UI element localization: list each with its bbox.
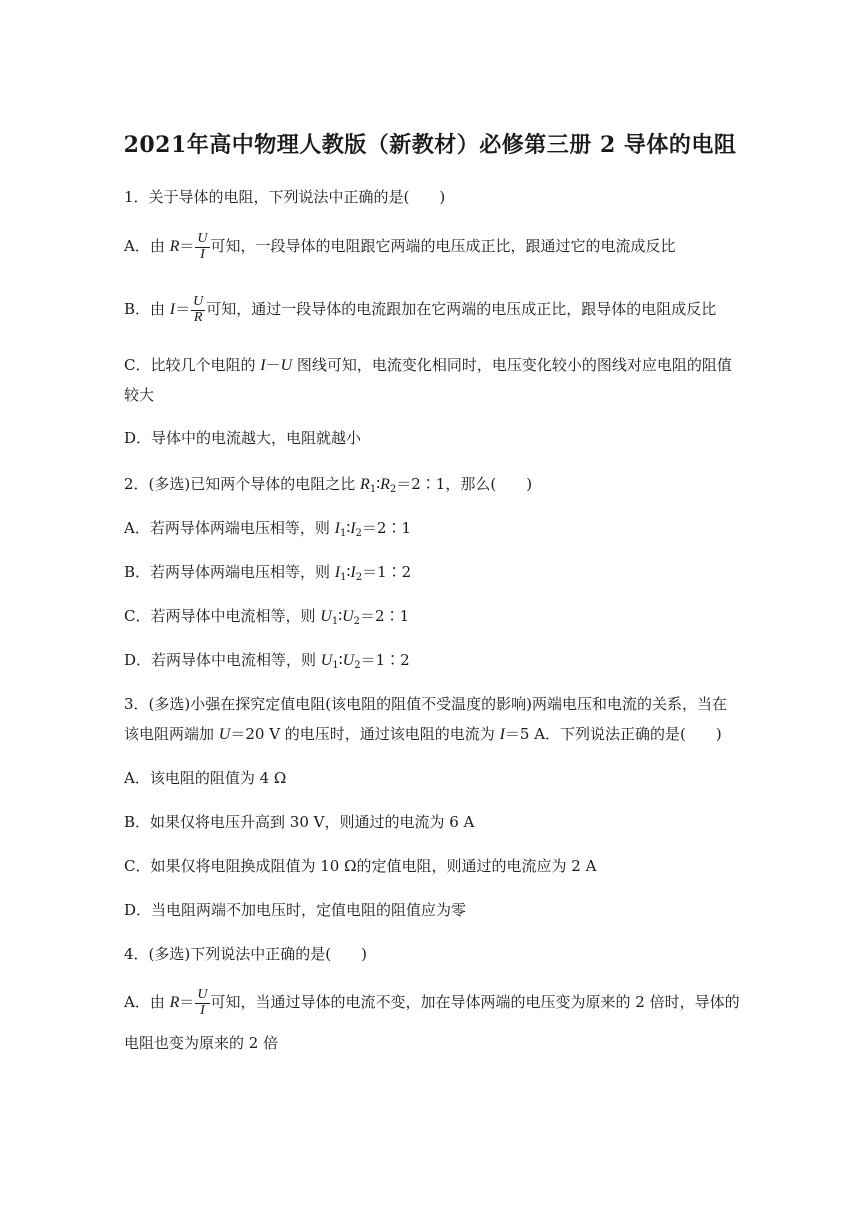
question-3-option-c: C．如果仅将电阻换成阻值为 10 Ω的定值电阻，则通过的电流应为 2 A — [124, 857, 597, 875]
question-4-option-a-continued: 电阻也变为原来的 2 倍 — [124, 1034, 279, 1052]
question-2-option-b: B．若两导体两端电压相等，则 $I_1∶I_2=1∶2$ — [124, 563, 412, 583]
fraction-u-over-i: $\frac{U}{I}$ — [197, 231, 208, 262]
question-3-option-a: A．该电阻的阻值为 4 Ω — [124, 769, 287, 787]
question-4-option-a: A．由 R＝ $\frac{U}{I}$ 可知，当通过导体的电流不变，加在导体两端的电压变为原来的 2 倍时，导体的 — [124, 987, 740, 1018]
question-1-option-b: B．由 I＝ $\frac{U}{R}$ 可知，通过一段导体的电流跟加在它两端的电压成正比，跟导体的电阻成反比 — [124, 294, 717, 325]
question-2-stem: 2．(多选)已知两个导体的电阻之比 $R_1∶R_2=2∶1$，那么( ) — [124, 475, 533, 495]
question-1-option-d: D．导体中的电流越大，电阻就越小 — [124, 429, 362, 447]
question-1-option-c-continued: 较大 — [124, 386, 155, 404]
page-title: 2021年高中物理人教版（新教材）必修第三册 2 导体的电阻 — [123, 132, 737, 158]
question-4-stem: 4．(多选)下列说法中正确的是( ) — [124, 945, 367, 963]
question-1-stem: 1．关于导体的电阻，下列说法中正确的是( ) — [124, 188, 446, 206]
question-2-option-d: D．若两导体中电流相等，则 $U_1∶U_2=1∶2$ — [124, 651, 410, 671]
question-2-option-c: C．若两导体中电流相等，则 $U_1∶U_2=2∶1$ — [124, 607, 410, 627]
fraction-u-over-i: $\frac{U}{I}$ — [197, 987, 208, 1018]
question-1-option-c: C．比较几个电阻的 I－U 图线可知，电流变化相同时，电压变化较小的图线对应电阻的阻值 — [124, 356, 732, 374]
question-1-option-a: A．由 R＝ $\frac{U}{I}$ 可知，一段导体的电阻跟它两端的电压成正比，跟通过它的电流成反比 — [124, 231, 676, 262]
question-3-option-b: B．如果仅将电压升高到 30 V，则通过的电流为 6 A — [124, 813, 475, 831]
question-3-stem-continued: 该电阻两端加 U＝20 V 的电压时，通过该电阻的电流为 I＝5 A．下列说法正确的是( ) — [124, 725, 722, 743]
fraction-u-over-r: $\frac{U}{R}$ — [193, 294, 204, 325]
question-3-stem: 3．(多选)小强在探究定值电阻(该电阻的阻值不受温度的影响)两端电压和电流的关系，当在 — [124, 695, 727, 713]
question-2-option-a: A．若两导体两端电压相等，则 $I_1∶I_2=2∶1$ — [124, 519, 412, 539]
question-3-option-d: D．当电阻两端不加电压时，定值电阻的阻值应为零 — [124, 901, 467, 919]
